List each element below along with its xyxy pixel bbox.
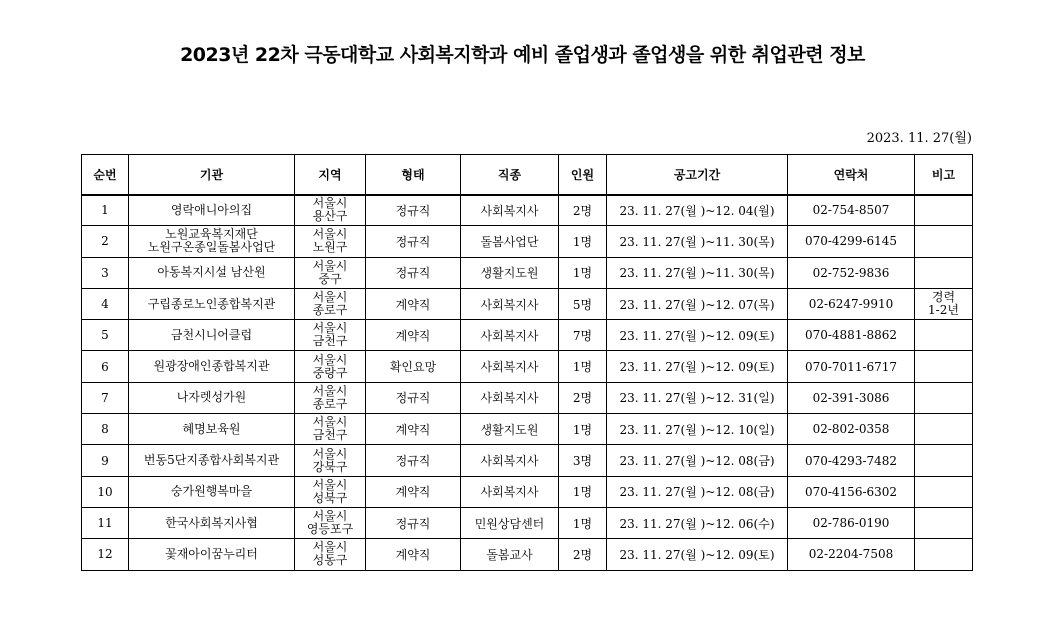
cell-note <box>915 414 973 445</box>
cell-contact: 02-802-0358 <box>788 414 915 445</box>
cell-region-line: 서울시 <box>312 352 348 367</box>
cell-type: 정규직 <box>366 195 461 226</box>
cell-no: 9 <box>82 445 129 476</box>
cell-region-line: 서울시 <box>312 196 348 211</box>
cell-contact: 02-391-3086 <box>788 382 915 413</box>
cell-count: 1명 <box>559 507 607 538</box>
cell-contact: 070-4293-7482 <box>788 445 915 476</box>
cell-contact: 02-6247-9910 <box>788 288 915 319</box>
column-header-region: 지역 <box>295 155 366 195</box>
cell-no: 6 <box>82 351 129 382</box>
cell-org <box>129 382 295 413</box>
cell-org-line: 숭가원행복마을 <box>170 484 253 499</box>
cell-region-line: 중구 <box>318 271 342 286</box>
table-row <box>82 382 973 413</box>
cell-period: 23. 11. 27(월 )~12. 09(토) <box>607 351 788 382</box>
cell-region <box>295 382 366 413</box>
cell-job: 사회복지사 <box>461 320 559 351</box>
cell-org <box>129 226 295 257</box>
cell-org-line: 노원구온종일돌봄사업단 <box>147 240 276 255</box>
cell-period: 23. 11. 27(월 )~12. 08(금) <box>607 445 788 476</box>
cell-period: 23. 11. 27(월 )~12. 31(일) <box>607 382 788 413</box>
cell-org <box>129 445 295 476</box>
cell-org-line: 아동복지시설 남산원 <box>157 265 266 280</box>
cell-contact: 070-4299-6145 <box>788 226 915 257</box>
column-header-contact: 연락처 <box>788 155 915 195</box>
cell-count: 1명 <box>559 226 607 257</box>
cell-region-line: 성북구 <box>312 490 348 505</box>
cell-contact: 070-7011-6717 <box>788 351 915 382</box>
cell-note <box>915 351 973 382</box>
cell-period: 23. 11. 27(월 )~11. 30(목) <box>607 257 788 288</box>
cell-period: 23. 11. 27(월 )~11. 30(목) <box>607 226 788 257</box>
cell-region-line: 서울시 <box>312 383 348 398</box>
cell-region-line: 노원구 <box>312 240 348 255</box>
cell-org <box>129 320 295 351</box>
cell-region-line: 서울시 <box>312 258 348 273</box>
cell-region <box>295 414 366 445</box>
cell-no: 12 <box>82 539 129 570</box>
cell-region-line: 중랑구 <box>312 365 348 380</box>
table-row <box>82 539 973 570</box>
column-header-period: 공고기간 <box>607 155 788 195</box>
cell-job: 사회복지사 <box>461 445 559 476</box>
cell-region-line: 금천구 <box>312 334 348 349</box>
cell-type: 정규직 <box>366 445 461 476</box>
cell-job: 생활지도원 <box>461 414 559 445</box>
cell-region-line: 서울시 <box>312 227 348 242</box>
cell-type: 계약직 <box>366 476 461 507</box>
cell-job: 사회복지사 <box>461 351 559 382</box>
cell-count: 1명 <box>559 414 607 445</box>
cell-region-line: 금천구 <box>312 428 348 443</box>
cell-note <box>915 382 973 413</box>
column-header-no: 순번 <box>82 155 129 195</box>
cell-period: 23. 11. 27(월 )~12. 07(목) <box>607 288 788 319</box>
cell-org-line: 꽃재아이꿈누리터 <box>165 546 258 561</box>
cell-org-line: 나자렛성가원 <box>176 390 247 405</box>
cell-note <box>915 507 973 538</box>
cell-region <box>295 445 366 476</box>
cell-region-line: 서울시 <box>312 509 348 524</box>
table-row <box>82 351 973 382</box>
cell-org-line: 한국사회복지사협 <box>165 515 258 530</box>
cell-contact: 02-752-9836 <box>788 257 915 288</box>
cell-period: 23. 11. 27(월 )~12. 06(수) <box>607 507 788 538</box>
cell-count: 1명 <box>559 351 607 382</box>
cell-org-line: 노원교육복지재단 <box>165 227 258 242</box>
cell-note-line: 1-2년 <box>928 303 959 318</box>
cell-count: 2명 <box>559 539 607 570</box>
cell-no: 8 <box>82 414 129 445</box>
cell-org <box>129 414 295 445</box>
cell-region-line: 서울시 <box>312 290 348 305</box>
cell-region-line: 성동구 <box>312 553 348 568</box>
cell-job: 민원상담센터 <box>461 507 559 538</box>
cell-region <box>295 195 366 226</box>
cell-note <box>915 257 973 288</box>
table-body <box>82 195 973 571</box>
cell-no: 5 <box>82 320 129 351</box>
cell-no: 2 <box>82 226 129 257</box>
cell-no: 4 <box>82 288 129 319</box>
cell-type: 계약직 <box>366 320 461 351</box>
cell-region <box>295 257 366 288</box>
cell-org <box>129 539 295 570</box>
column-header-org: 기관 <box>129 155 295 195</box>
cell-contact: 070-4881-8862 <box>788 320 915 351</box>
cell-contact: 02-2204-7508 <box>788 539 915 570</box>
table-row <box>82 226 973 257</box>
cell-count: 5명 <box>559 288 607 319</box>
cell-region-line: 서울시 <box>312 540 348 555</box>
table-row <box>82 414 973 445</box>
cell-type: 계약직 <box>366 288 461 319</box>
cell-contact: 02-754-8507 <box>788 195 915 226</box>
cell-count: 2명 <box>559 382 607 413</box>
cell-note <box>915 320 973 351</box>
cell-org <box>129 507 295 538</box>
cell-region <box>295 476 366 507</box>
table-row <box>82 445 973 476</box>
job-listings-table <box>81 154 973 571</box>
cell-period: 23. 11. 27(월 )~12. 10(일) <box>607 414 788 445</box>
cell-period: 23. 11. 27(월 )~12. 09(토) <box>607 539 788 570</box>
column-header-type: 형태 <box>366 155 461 195</box>
cell-org-line: 구립종로노인종합복지관 <box>147 296 276 311</box>
cell-count: 1명 <box>559 476 607 507</box>
cell-no: 11 <box>82 507 129 538</box>
table-row <box>82 476 973 507</box>
cell-region-line: 종로구 <box>312 303 348 318</box>
cell-job: 사회복지사 <box>461 476 559 507</box>
cell-count: 7명 <box>559 320 607 351</box>
cell-region <box>295 226 366 257</box>
cell-org-line: 원광장애인종합복지관 <box>153 359 270 374</box>
table-row <box>82 507 973 538</box>
table-row <box>82 320 973 351</box>
cell-region <box>295 320 366 351</box>
cell-period: 23. 11. 27(월 )~12. 04(월) <box>607 195 788 226</box>
cell-type: 정규직 <box>366 257 461 288</box>
cell-no: 3 <box>82 257 129 288</box>
cell-org-line: 혜명보육원 <box>182 421 241 436</box>
table-row <box>82 195 973 226</box>
column-header-count: 인원 <box>559 155 607 195</box>
cell-region-line: 강북구 <box>312 459 348 474</box>
cell-note <box>915 445 973 476</box>
cell-org-line: 금천시니어클럽 <box>170 327 253 342</box>
table-header-row <box>82 155 973 195</box>
cell-org <box>129 351 295 382</box>
cell-job: 돌봄교사 <box>461 539 559 570</box>
cell-org <box>129 257 295 288</box>
table-row <box>82 257 973 288</box>
cell-note <box>915 539 973 570</box>
cell-org-line: 영락애니아의집 <box>170 202 253 217</box>
cell-type: 정규직 <box>366 226 461 257</box>
cell-count: 1명 <box>559 257 607 288</box>
cell-type: 계약직 <box>366 414 461 445</box>
cell-count: 2명 <box>559 195 607 226</box>
cell-count: 3명 <box>559 445 607 476</box>
cell-region-line: 서울시 <box>312 477 348 492</box>
cell-region-line: 서울시 <box>312 321 348 336</box>
cell-org <box>129 195 295 226</box>
cell-region-line: 서울시 <box>312 415 348 430</box>
cell-type: 정규직 <box>366 507 461 538</box>
cell-region-line: 용산구 <box>312 209 348 224</box>
cell-job: 돌봄사업단 <box>461 226 559 257</box>
cell-region-line: 영등포구 <box>306 522 354 537</box>
cell-note <box>915 476 973 507</box>
column-header-job: 직종 <box>461 155 559 195</box>
cell-contact: 02-786-0190 <box>788 507 915 538</box>
cell-note <box>915 226 973 257</box>
cell-region <box>295 351 366 382</box>
cell-note-line: 경력 <box>931 290 956 305</box>
cell-region <box>295 288 366 319</box>
cell-note <box>915 288 973 319</box>
document-date: 2023. 11. 27(월) <box>866 131 972 146</box>
column-header-note: 비고 <box>915 155 973 195</box>
cell-job: 생활지도원 <box>461 257 559 288</box>
cell-org <box>129 288 295 319</box>
cell-region <box>295 539 366 570</box>
cell-type: 정규직 <box>366 382 461 413</box>
cell-contact: 070-4156-6302 <box>788 476 915 507</box>
cell-job: 사회복지사 <box>461 288 559 319</box>
cell-type: 확인요망 <box>366 351 461 382</box>
table-row <box>82 288 973 319</box>
cell-job: 사회복지사 <box>461 382 559 413</box>
cell-no: 7 <box>82 382 129 413</box>
cell-org-line: 번동5단지종합사회복지관 <box>143 453 280 468</box>
cell-job: 사회복지사 <box>461 195 559 226</box>
cell-region <box>295 507 366 538</box>
cell-period: 23. 11. 27(월 )~12. 08(금) <box>607 476 788 507</box>
cell-region-line: 서울시 <box>312 446 348 461</box>
cell-type: 계약직 <box>366 539 461 570</box>
page-title: 2023년 22차 극동대학교 사회복지학과 예비 졸업생과 졸업생을 위한 취업관련 정보 <box>180 44 865 66</box>
cell-org <box>129 476 295 507</box>
cell-region-line: 종로구 <box>312 396 348 411</box>
cell-note <box>915 195 973 226</box>
cell-no: 10 <box>82 476 129 507</box>
cell-no: 1 <box>82 195 129 226</box>
cell-period: 23. 11. 27(월 )~12. 09(토) <box>607 320 788 351</box>
